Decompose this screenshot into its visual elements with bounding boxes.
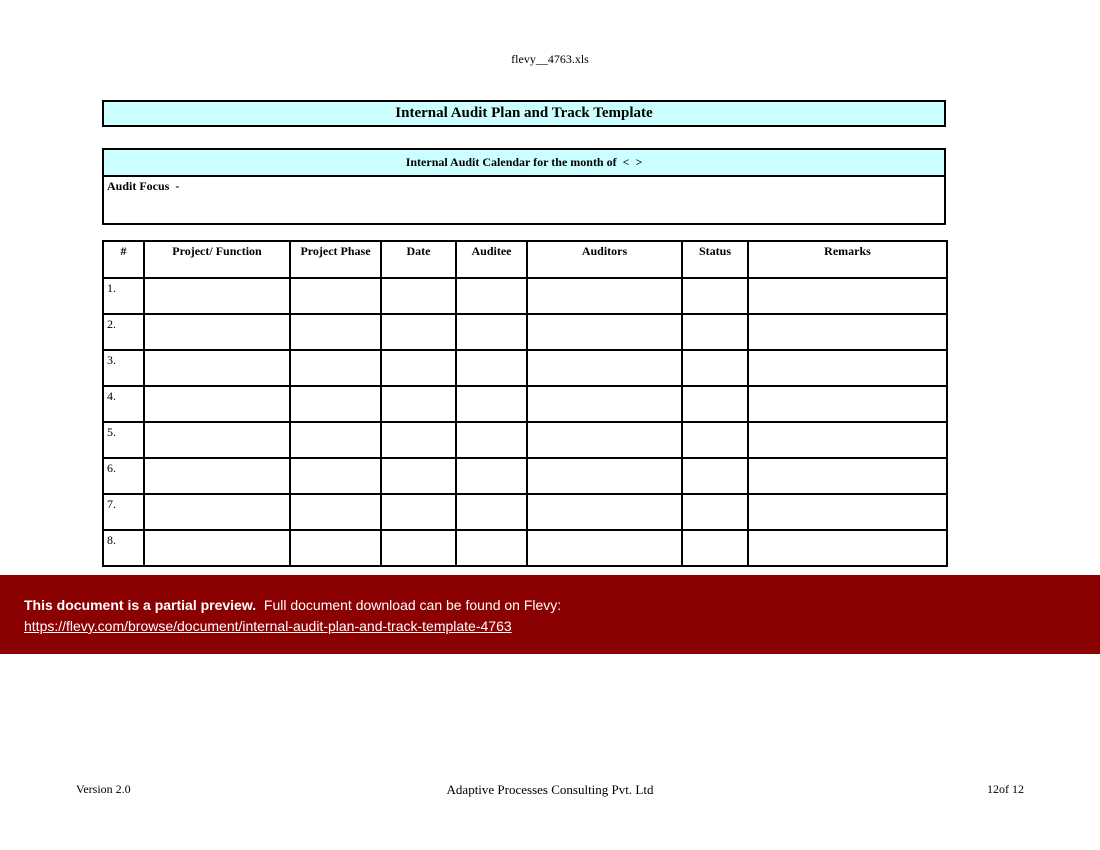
cell-auditors[interactable] xyxy=(527,314,682,350)
cell-date[interactable] xyxy=(381,278,456,314)
cell-project-function[interactable] xyxy=(144,314,290,350)
cell-auditee[interactable] xyxy=(456,422,527,458)
banner-text: Full document download can be found on Flevy: xyxy=(263,597,562,613)
cell-number: 6. xyxy=(103,458,144,494)
cell-auditee[interactable] xyxy=(456,278,527,314)
cell-status[interactable] xyxy=(682,422,748,458)
cell-status[interactable] xyxy=(682,458,748,494)
table-row xyxy=(103,386,947,422)
cell-date[interactable] xyxy=(381,350,456,386)
cell-project-phase[interactable] xyxy=(290,386,381,422)
cell-remarks[interactable] xyxy=(748,278,947,314)
cell-project-function[interactable] xyxy=(144,494,290,530)
calendar-heading: Internal Audit Calendar for the month of < > xyxy=(104,150,944,177)
cell-status[interactable] xyxy=(682,314,748,350)
cell-auditee[interactable] xyxy=(456,386,527,422)
table-row xyxy=(103,530,947,566)
cell-remarks[interactable] xyxy=(748,458,947,494)
cell-date[interactable] xyxy=(381,314,456,350)
cell-auditee[interactable] xyxy=(456,314,527,350)
cell-remarks[interactable] xyxy=(748,530,947,566)
cell-status[interactable] xyxy=(682,350,748,386)
cell-auditors[interactable] xyxy=(527,350,682,386)
cell-status[interactable] xyxy=(682,278,748,314)
cell-date[interactable] xyxy=(381,458,456,494)
cell-date[interactable] xyxy=(381,530,456,566)
cell-auditors[interactable] xyxy=(527,494,682,530)
cell-project-function[interactable] xyxy=(144,458,290,494)
cell-number: 8. xyxy=(103,530,144,566)
cell-auditee[interactable] xyxy=(456,458,527,494)
cell-remarks[interactable] xyxy=(748,314,947,350)
cell-number: 3. xyxy=(103,350,144,386)
cell-project-phase[interactable] xyxy=(290,458,381,494)
cell-number: 4. xyxy=(103,386,144,422)
column-header-project-phase: Project Phase xyxy=(290,241,381,278)
table-row xyxy=(103,494,947,530)
cell-project-function[interactable] xyxy=(144,386,290,422)
cell-remarks[interactable] xyxy=(748,386,947,422)
column-header-project-function: Project/ Function xyxy=(144,241,290,278)
cell-status[interactable] xyxy=(682,386,748,422)
banner-message xyxy=(24,597,561,613)
table-row xyxy=(103,350,947,386)
cell-project-phase[interactable] xyxy=(290,422,381,458)
cell-date[interactable] xyxy=(381,386,456,422)
table-row xyxy=(103,278,947,314)
cell-project-function[interactable] xyxy=(144,350,290,386)
cell-auditors[interactable] xyxy=(527,458,682,494)
cell-project-function[interactable] xyxy=(144,422,290,458)
audit-focus-label[interactable]: Audit Focus - xyxy=(107,179,180,193)
cell-date[interactable] xyxy=(381,422,456,458)
column-header-auditors: Auditors xyxy=(527,241,682,278)
column-header-number: # xyxy=(103,241,144,278)
cell-number: 7. xyxy=(103,494,144,530)
cell-project-function[interactable] xyxy=(144,278,290,314)
document-title: Internal Audit Plan and Track Template xyxy=(102,100,946,127)
cell-auditors[interactable] xyxy=(527,278,682,314)
document-filename: flevy__4763.xls xyxy=(511,52,589,66)
audit-table xyxy=(102,240,948,567)
table-row xyxy=(103,314,947,350)
cell-number: 2. xyxy=(103,314,144,350)
footer-page-number: 12of 12 xyxy=(987,782,1024,796)
column-header-auditee: Auditee xyxy=(456,241,527,278)
cell-project-phase[interactable] xyxy=(290,278,381,314)
cell-project-phase[interactable] xyxy=(290,494,381,530)
footer-company: Adaptive Processes Consulting Pvt. Ltd xyxy=(446,782,654,797)
preview-banner xyxy=(0,575,1100,654)
cell-auditee[interactable] xyxy=(456,494,527,530)
table-row xyxy=(103,458,947,494)
audit-calendar xyxy=(102,148,946,225)
cell-project-function[interactable] xyxy=(144,530,290,566)
column-header-date: Date xyxy=(381,241,456,278)
column-header-remarks: Remarks xyxy=(748,241,947,278)
cell-auditee[interactable] xyxy=(456,350,527,386)
column-header-status: Status xyxy=(682,241,748,278)
table-row xyxy=(103,422,947,458)
cell-remarks[interactable] xyxy=(748,422,947,458)
cell-status[interactable] xyxy=(682,530,748,566)
cell-project-phase[interactable] xyxy=(290,314,381,350)
table-header-row xyxy=(103,241,947,278)
cell-project-phase[interactable] xyxy=(290,530,381,566)
cell-auditors[interactable] xyxy=(527,422,682,458)
cell-project-phase[interactable] xyxy=(290,350,381,386)
cell-auditee[interactable] xyxy=(456,530,527,566)
cell-remarks[interactable] xyxy=(748,494,947,530)
flevy-download-link[interactable]: https://flevy.com/browse/document/internal-audit-plan-and-track-template-4763 xyxy=(24,618,512,634)
cell-remarks[interactable] xyxy=(748,350,947,386)
cell-status[interactable] xyxy=(682,494,748,530)
cell-auditors[interactable] xyxy=(527,386,682,422)
cell-auditors[interactable] xyxy=(527,530,682,566)
footer-version: Version 2.0 xyxy=(76,782,131,796)
banner-bold-text: This document is a partial preview. xyxy=(24,597,257,613)
cell-number: 5. xyxy=(103,422,144,458)
cell-number: 1. xyxy=(103,278,144,314)
cell-date[interactable] xyxy=(381,494,456,530)
